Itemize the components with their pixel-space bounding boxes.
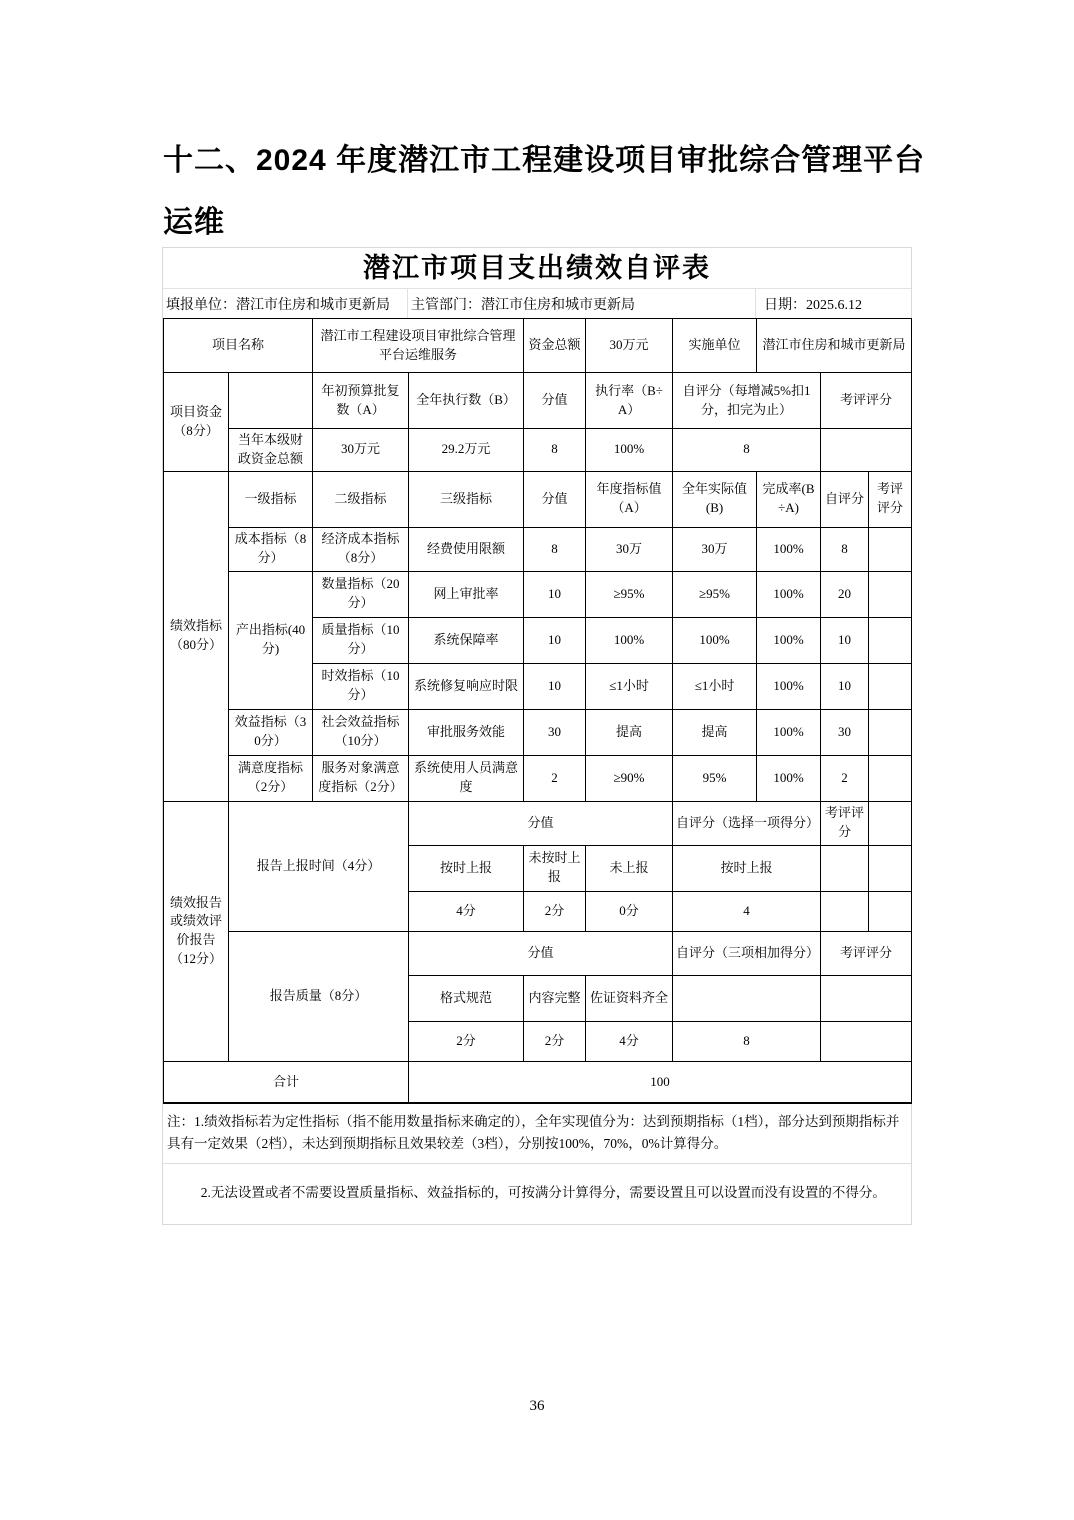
indicator-score: 10: [524, 617, 586, 663]
report-quality-label: 报告质量（8分）: [229, 931, 409, 1061]
indicators-header-l2: 二级指标: [313, 471, 409, 527]
report-time-header-row: [164, 801, 912, 845]
indicator-score: 8: [524, 527, 586, 571]
report-time-review-header: 考评评分: [821, 801, 869, 845]
report-quality-self-cell: [673, 975, 821, 1021]
table-meta-row: [163, 289, 911, 318]
indicator-l3: 系统修复响应时限: [409, 663, 524, 709]
indicators-section-label: 绩效指标（80分）: [164, 471, 229, 801]
project-name-value: 潜江市工程建设项目审批综合管理平台运维服务: [313, 319, 524, 373]
report-time-blank: [869, 845, 912, 891]
report-quality-score: 4分: [586, 1021, 673, 1061]
indicator-completion: 100%: [757, 617, 821, 663]
report-time-label: 报告上报时间（4分）: [229, 801, 409, 931]
funds-row-review-score: [821, 429, 912, 472]
report-quality-option: 格式规范: [409, 975, 524, 1021]
indicator-l1: 成本指标（8分）: [229, 527, 313, 571]
indicator-actual: ≤1小时: [673, 663, 757, 709]
funds-row-executed: 29.2万元: [409, 429, 524, 472]
self-eval-table: [163, 318, 912, 1104]
total-value: 100: [409, 1061, 912, 1103]
indicator-row-satisfaction: [164, 755, 912, 801]
indicator-l2: 时效指标（10分）: [313, 663, 409, 709]
indicator-target: ≥90%: [586, 755, 673, 801]
funds-section-label: 项目资金（8分）: [164, 373, 229, 472]
report-quality-option: 佐证资料齐全: [586, 975, 673, 1021]
self-eval-table-block: [162, 247, 912, 1225]
project-unit-label: 实施单位: [673, 319, 757, 373]
indicator-l2: 经济成本指标（8分）: [313, 527, 409, 571]
report-time-blank: [869, 801, 912, 845]
indicator-score: 2: [524, 755, 586, 801]
indicator-score: 10: [524, 571, 586, 617]
report-time-self-value: 按时上报: [673, 845, 821, 891]
indicator-l3: 系统使用人员满意度: [409, 755, 524, 801]
meta-competent-dept: 主管部门：潜江市住房和城市更新局: [408, 289, 756, 318]
indicator-row-benefit: [164, 709, 912, 755]
indicator-l3: 系统保障率: [409, 617, 524, 663]
funds-header-review-score: 考评评分: [821, 373, 912, 429]
note-1: 注：1.绩效指标若为定性指标（指不能用数量指标来确定的），全年实现值分为：达到预期指标（1档），部分达到预期指标并具有一定效果（2档），未达到预期指标且效果较差（3档），分别按100%，70%，0%计算得分。: [163, 1104, 911, 1164]
report-section-label: 绩效报告或绩效评价报告（12分）: [164, 801, 229, 1061]
indicator-review: [869, 527, 912, 571]
report-quality-header-row: [164, 931, 912, 975]
indicator-l2: 质量指标（10分）: [313, 617, 409, 663]
project-amount-value: 30万元: [586, 319, 673, 373]
indicator-completion: 100%: [757, 663, 821, 709]
indicator-row-cost: [164, 527, 912, 571]
indicator-target: 30万: [586, 527, 673, 571]
meta-date: 日期：2025.6.12: [764, 297, 862, 313]
report-time-self-header: 自评分（选择一项得分）: [673, 801, 821, 845]
report-time-option: 未按时上报: [524, 845, 586, 891]
indicators-header-review: 考评评分: [869, 471, 912, 527]
indicator-completion: 100%: [757, 527, 821, 571]
indicator-l2: 服务对象满意度指标（2分）: [313, 755, 409, 801]
report-quality-self-score: 8: [673, 1021, 821, 1061]
indicator-score: 30: [524, 709, 586, 755]
report-quality-score: 2分: [409, 1021, 524, 1061]
note-2: 2.无法设置或者不需要设置质量指标、效益指标的，可按满分计算得分，需要设置且可以设置而没有设置的不得分。: [200, 1185, 886, 1201]
funds-row-score: 8: [524, 429, 586, 472]
funds-row-label: 当年本级财政资金总额: [229, 429, 313, 472]
indicator-l1-output: 产出指标(40分): [229, 571, 313, 709]
indicator-l1: 满意度指标（2分）: [229, 755, 313, 801]
funds-header-self-score: 自评分（每增减5%扣1分，扣完为止）: [673, 373, 821, 429]
funds-row-rate: 100%: [586, 429, 673, 472]
indicator-target: 提高: [586, 709, 673, 755]
indicator-review: [869, 617, 912, 663]
indicator-actual: 100%: [673, 617, 757, 663]
indicators-header-row: [164, 471, 912, 527]
report-time-blank: [869, 891, 912, 931]
report-time-self-score: 4: [673, 891, 821, 931]
funds-header-executed: 全年执行数（B）: [409, 373, 524, 429]
indicator-actual: ≥95%: [673, 571, 757, 617]
report-time-score-header: 分值: [409, 801, 673, 845]
funds-row-budget: 30万元: [313, 429, 409, 472]
indicators-header-completion: 完成率(B÷A): [757, 471, 821, 527]
page-number: 36: [529, 1398, 545, 1414]
indicators-header-l3: 三级指标: [409, 471, 524, 527]
report-quality-option: 内容完整: [524, 975, 586, 1021]
funds-blank-cell: [229, 373, 313, 429]
report-time-option: 按时上报: [409, 845, 524, 891]
indicator-l3: 经费使用限额: [409, 527, 524, 571]
funds-header-row: [164, 373, 912, 429]
indicator-self: 20: [821, 571, 869, 617]
indicator-l1: 效益指标（30分）: [229, 709, 313, 755]
report-quality-score-header: 分值: [409, 931, 673, 975]
report-time-review-cell: [821, 891, 869, 931]
indicator-completion: 100%: [757, 755, 821, 801]
report-time-score: 4分: [409, 891, 524, 931]
report-time-review-cell: [821, 845, 869, 891]
indicator-review: [869, 709, 912, 755]
funds-data-row: [164, 429, 912, 472]
indicators-header-l1: 一级指标: [229, 471, 313, 527]
report-time-option: 未上报: [586, 845, 673, 891]
funds-header-score: 分值: [524, 373, 586, 429]
indicator-completion: 100%: [757, 709, 821, 755]
indicator-review: [869, 755, 912, 801]
project-row: [164, 319, 912, 373]
indicator-self: 10: [821, 663, 869, 709]
indicator-actual: 95%: [673, 755, 757, 801]
indicator-self: 2: [821, 755, 869, 801]
report-quality-review-cell: [821, 975, 912, 1021]
project-unit-value: 潜江市住房和城市更新局: [757, 319, 912, 373]
report-quality-review-header: 考评评分: [821, 931, 912, 975]
indicators-header-self: 自评分: [821, 471, 869, 527]
indicator-l2: 社会效益指标（10分）: [313, 709, 409, 755]
report-time-score: 2分: [524, 891, 586, 931]
heading-line1: 十二、2024 年度潜江市工程建设项目审批综合管理平台运维: [163, 144, 926, 239]
report-time-score: 0分: [586, 891, 673, 931]
indicator-target: ≥95%: [586, 571, 673, 617]
table-title: 潜江市项目支出绩效自评表: [163, 248, 911, 289]
indicator-self: 30: [821, 709, 869, 755]
indicator-review: [869, 571, 912, 617]
total-label: 合计: [164, 1061, 409, 1103]
indicator-target: 100%: [586, 617, 673, 663]
indicator-row-quantity: [164, 571, 912, 617]
report-quality-review-cell: [821, 1021, 912, 1061]
meta-fill-unit: 填报单位：潜江市住房和城市更新局: [163, 289, 408, 318]
indicators-header-actual: 全年实际值(B): [673, 471, 757, 527]
indicator-review: [869, 663, 912, 709]
indicators-header-target: 年度指标值（A）: [586, 471, 673, 527]
indicator-l3: 网上审批率: [409, 571, 524, 617]
funds-header-rate: 执行率（B÷A）: [586, 373, 673, 429]
indicator-actual: 提高: [673, 709, 757, 755]
total-row: [164, 1061, 912, 1103]
report-quality-self-header: 自评分（三项相加得分）: [673, 931, 821, 975]
indicator-actual: 30万: [673, 527, 757, 571]
funds-row-self-score: 8: [673, 429, 821, 472]
indicator-self: 8: [821, 527, 869, 571]
funds-header-budget: 年初预算批复数（A）: [313, 373, 409, 429]
indicator-target: ≤1小时: [586, 663, 673, 709]
indicator-completion: 100%: [757, 571, 821, 617]
indicator-l2: 数量指标（20分）: [313, 571, 409, 617]
project-name-label: 项目名称: [164, 319, 313, 373]
indicator-self: 10: [821, 617, 869, 663]
indicator-l3: 审批服务效能: [409, 709, 524, 755]
indicator-score: 10: [524, 663, 586, 709]
indicators-header-score: 分值: [524, 471, 586, 527]
project-amount-label: 资金总额: [524, 319, 586, 373]
report-quality-score: 2分: [524, 1021, 586, 1061]
